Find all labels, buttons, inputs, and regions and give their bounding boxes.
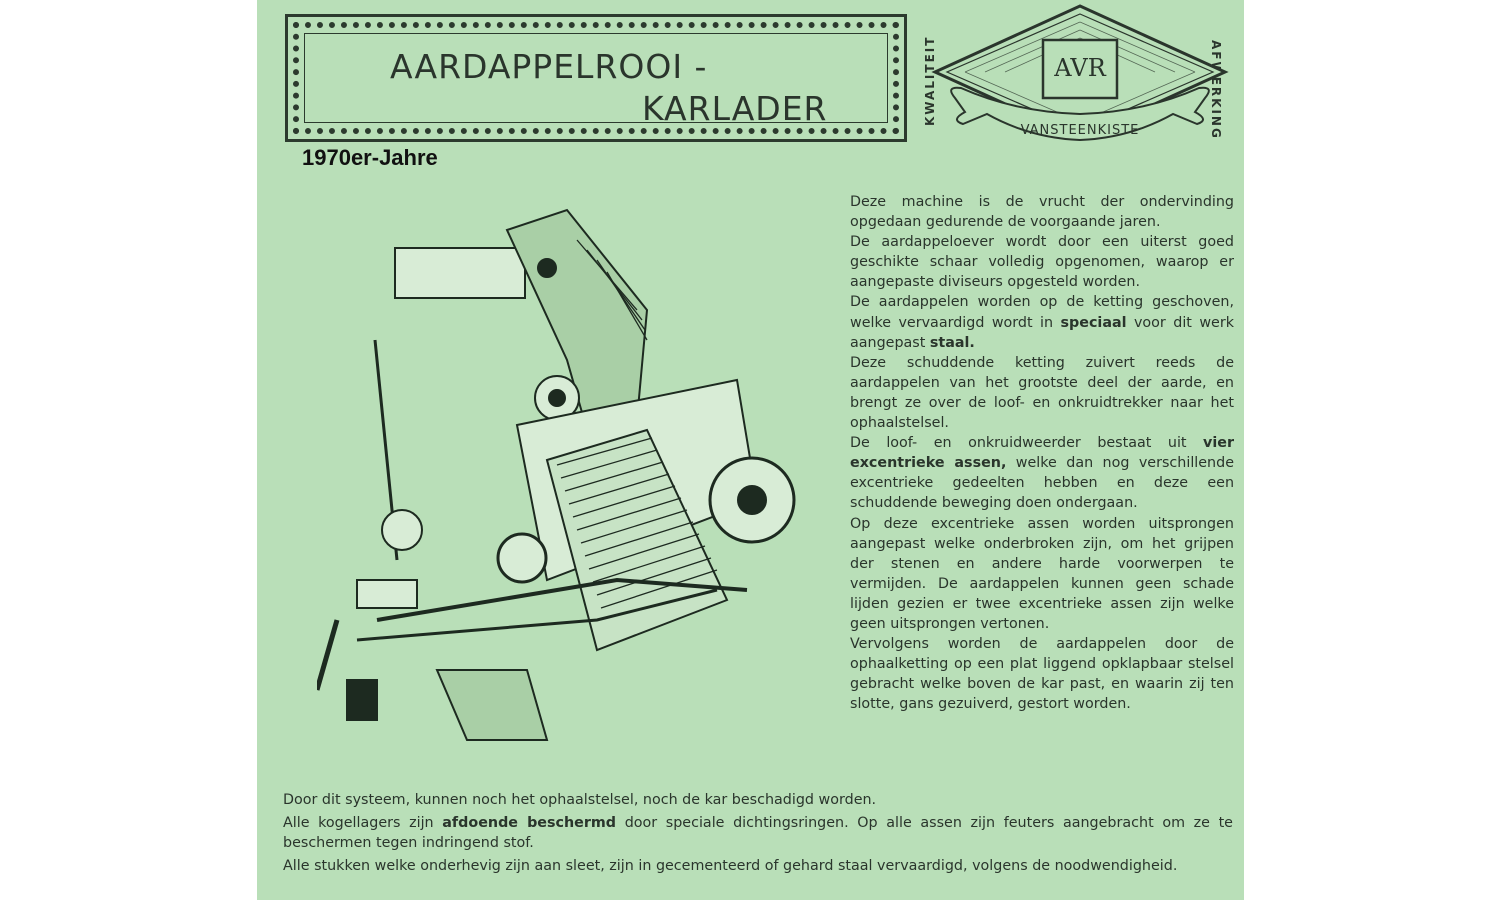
paragraph-5-text-a: De loof- en onkruidweerder bestaat uit: [850, 435, 1204, 452]
paragraph-5: [850, 433, 1234, 513]
potato-harvester-illustration: [317, 200, 807, 760]
finish-vertical-label: AFWERKING: [1209, 40, 1223, 140]
footer-paragraph-3: Alle stukken welke onderhevig zijn aan sleet, zijn in gecementeerd of gehard staal vervaardigd, volgens de noodwendigheid.: [283, 858, 1178, 874]
paragraph-1: Deze machine is de vrucht der ondervinding opgedaan gedurende de voorgaande jaren.: [850, 194, 1234, 231]
footer-paragraph-2: [283, 813, 1233, 853]
title-line-1: AARDAPPELROOI -: [390, 47, 708, 86]
paragraph-3: [850, 292, 1234, 352]
title-line-2: KARLADER: [642, 89, 828, 128]
description-column: [850, 192, 1234, 714]
quality-vertical-label: KWALITEIT: [923, 35, 937, 126]
footer-paragraph-2-text-a: Alle kogellagers zijn: [283, 815, 443, 831]
logo-monogram: AVR: [1054, 54, 1106, 82]
year-caption: 1970er-Jahre: [302, 145, 438, 170]
paragraph-6: Op deze excentrieke assen worden uitsprongen aangepast welke onderbroken zijn, om het grijpen der stenen en andere harde voorwerpen te vermijden. De aardappelen kunnen geen schade lijden gezien er twee excentrieke assen zijn welke geen uitsprongen vertonen.: [850, 515, 1234, 632]
bottom-paragraphs: [283, 790, 1233, 879]
logo-banner-text: VANSTEENKISTE: [1020, 123, 1140, 138]
footer-paragraph-2-text-b: door speciale dichtingsringen. Op alle assen zijn feuters aangebracht om ze te beschermen tegen indringend stof.: [283, 815, 1233, 851]
avr-logo: [925, 2, 1235, 152]
paragraph-7: Vervolgens worden de aardappelen door de ophaalketting op een plat liggend opklapbaar stelsel gebracht welke boven de kar past, en waarin zij ten slotte, gans gezuiverd, gestort worden.: [850, 636, 1234, 713]
paragraph-3-text-b: voor dit werk aangepast: [850, 314, 1234, 351]
paragraph-2: De aardappeloever wordt door een uiterst goed geschikte schaar volledig opgenomen, waarop er aangepaste diviseurs opgesteld worden.: [850, 234, 1234, 291]
paragraph-5-text-b: welke dan nog verschillende excentrieke gedeelten hebben en deze een schuddende beweging doen ondergaan.: [850, 455, 1234, 512]
paragraph-3-text-a: De aardappelen worden op de ketting geschoven, welke vervaardigd wordt in: [850, 294, 1234, 331]
footer-paragraph-1: Door dit systeem, kunnen noch het ophaalstelsel, noch de kar beschadigd worden.: [283, 792, 877, 808]
paragraph-5-bold: vier excentrieke assen,: [850, 435, 1234, 472]
paragraph-4: Deze schuddende ketting zuivert reeds de aardappelen van het grootste deel der aarde, en brengt ze over de loof- en onkruidtrekker naar het ophaalstelsel.: [850, 354, 1234, 432]
paragraph-3-bold-a: speciaal: [1060, 314, 1127, 331]
footer-paragraph-2-bold: afdoende beschermd: [442, 815, 617, 831]
title-frame: [285, 14, 907, 142]
brochure-page: [257, 0, 1244, 900]
paragraph-3-bold-b: staal.: [929, 334, 975, 351]
